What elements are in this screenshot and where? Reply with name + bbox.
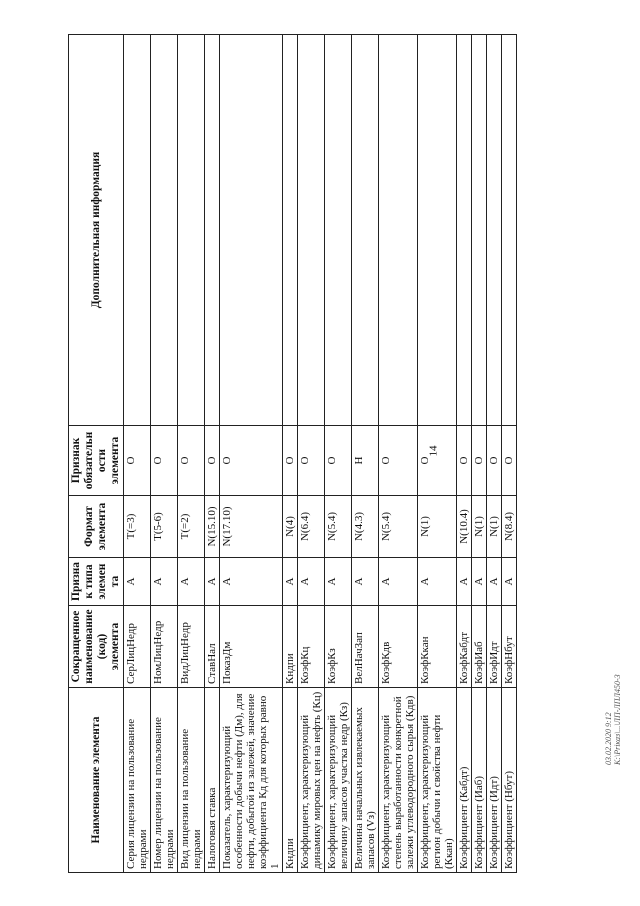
cell-type: А xyxy=(502,558,517,606)
table-row xyxy=(457,35,472,873)
cell-type: А xyxy=(457,558,472,606)
cell-code: Кндпи xyxy=(283,606,298,688)
header-required: Признак обязательности элемента xyxy=(69,426,124,496)
cell-format: N(4) xyxy=(283,496,298,558)
cell-type: А xyxy=(124,558,151,606)
table-row xyxy=(472,35,487,873)
cell-format: N(1) xyxy=(487,496,502,558)
cell-name: Номер лицензии на пользование недрами xyxy=(151,688,178,873)
cell-format: N(17.10) xyxy=(220,496,283,558)
cell-type: А xyxy=(220,558,283,606)
cell-format: T(=2) xyxy=(178,496,205,558)
cell-code: НомЛицНедр xyxy=(151,606,178,688)
cell-info xyxy=(178,35,205,426)
header-info: Дополнительная информация xyxy=(69,35,124,426)
cell-name: Коэффициент, характеризующий степень выработанности конкретной залежи углеводородного сырья (Кдв) xyxy=(379,688,418,873)
cell-required: О xyxy=(220,426,283,496)
cell-required: О xyxy=(124,426,151,496)
cell-type: А xyxy=(178,558,205,606)
cell-required: О xyxy=(283,426,298,496)
cell-code: КоэфКабдт xyxy=(457,606,472,688)
cell-code: ВидЛицНедр xyxy=(178,606,205,688)
cell-type: А xyxy=(151,558,178,606)
cell-name: Коэффициент, характеризующий динамику мировых цен на нефть (Кц) xyxy=(298,688,325,873)
table-row xyxy=(298,35,325,873)
cell-name: Серия лицензии на пользование недрами xyxy=(124,688,151,873)
table-row xyxy=(124,35,151,873)
cell-name: Величина начальных извлекаемых запасов (Vз) xyxy=(352,688,379,873)
cell-type: А xyxy=(325,558,352,606)
table-row xyxy=(178,35,205,873)
cell-code: КоэфКз xyxy=(325,606,352,688)
cell-code: КоэфКкан xyxy=(418,606,457,688)
cell-required: О xyxy=(325,426,352,496)
footer-line: К:\Priказ\...\ЛП-ЛПЛ450-3 xyxy=(613,674,622,765)
table-row xyxy=(205,35,220,873)
header-type: Признак типа элемента xyxy=(69,558,124,606)
cell-name: Показатель, характеризующий особенности добычи нефти (Дм), для нефти, добытой из залежей, значение коэффициента Кд для которых равно 1 xyxy=(220,688,283,873)
cell-required: О xyxy=(457,426,472,496)
table-row xyxy=(151,35,178,873)
cell-info xyxy=(325,35,352,426)
elements-table xyxy=(68,34,517,873)
cell-name: Коэффициент (Кабдт) xyxy=(457,688,472,873)
cell-info xyxy=(352,35,379,426)
cell-format: N(1) xyxy=(418,496,457,558)
cell-info xyxy=(124,35,151,426)
table-row xyxy=(283,35,298,873)
cell-code: ВелНачЗап xyxy=(352,606,379,688)
cell-info xyxy=(205,35,220,426)
file-footer xyxy=(604,674,622,765)
cell-required: О xyxy=(418,426,457,496)
table-header-row xyxy=(69,35,124,873)
cell-name: Коэффициент, характеризующий регион добычи и свойства нефти (Ккан) xyxy=(418,688,457,873)
cell-name: Вид лицензии на пользование недрами xyxy=(178,688,205,873)
header-format: Формат элемента xyxy=(69,496,124,558)
cell-type: А xyxy=(379,558,418,606)
page-number: 14 xyxy=(427,445,440,457)
cell-required: О xyxy=(379,426,418,496)
cell-required: О xyxy=(298,426,325,496)
cell-required: Н xyxy=(352,426,379,496)
cell-required: О xyxy=(205,426,220,496)
cell-code: СерЛицНедр xyxy=(124,606,151,688)
cell-info xyxy=(151,35,178,426)
cell-code: КоэфИаб xyxy=(472,606,487,688)
cell-info xyxy=(220,35,283,426)
cell-required: О xyxy=(487,426,502,496)
table-row xyxy=(220,35,283,873)
cell-type: А xyxy=(418,558,457,606)
cell-info xyxy=(283,35,298,426)
cell-required: О xyxy=(151,426,178,496)
cell-format: T(=3) xyxy=(124,496,151,558)
cell-format: N(4.3) xyxy=(352,496,379,558)
cell-info xyxy=(298,35,325,426)
cell-code: КоэфИдт xyxy=(487,606,502,688)
table-row xyxy=(352,35,379,873)
table-row xyxy=(379,35,418,873)
document-table-container xyxy=(68,35,590,873)
cell-type: А xyxy=(298,558,325,606)
cell-format: N(6.4) xyxy=(298,496,325,558)
cell-format: T(5-6) xyxy=(151,496,178,558)
cell-info xyxy=(457,35,472,426)
cell-format: N(1) xyxy=(472,496,487,558)
cell-name: Коэффициент (Нбут) xyxy=(502,688,517,873)
cell-info xyxy=(418,35,457,426)
cell-format: N(5.4) xyxy=(325,496,352,558)
cell-code: ПоказДм xyxy=(220,606,283,688)
cell-info xyxy=(379,35,418,426)
table-row xyxy=(418,35,457,873)
cell-info xyxy=(502,35,517,426)
cell-info xyxy=(472,35,487,426)
cell-code: КоэфКдв xyxy=(379,606,418,688)
cell-name: Коэффициент (Иаб) xyxy=(472,688,487,873)
cell-type: А xyxy=(472,558,487,606)
cell-name: Коэффициент (Идт) xyxy=(487,688,502,873)
cell-name: Коэффициент, характеризующий величину запасов участка недр (Кз) xyxy=(325,688,352,873)
cell-format: N(8.4) xyxy=(502,496,517,558)
cell-format: N(5.4) xyxy=(379,496,418,558)
cell-code: СтавНал xyxy=(205,606,220,688)
header-code: Сокращенное наименование (код) элемента xyxy=(69,606,124,688)
cell-required: О xyxy=(502,426,517,496)
table-row xyxy=(502,35,517,873)
footer-line: 03.02.2020 9:12 xyxy=(604,712,613,765)
cell-type: А xyxy=(487,558,502,606)
cell-code: КоэфКц xyxy=(298,606,325,688)
cell-name: Налоговая ставка xyxy=(205,688,220,873)
cell-required: О xyxy=(178,426,205,496)
cell-name: Кндпи xyxy=(283,688,298,873)
cell-info xyxy=(487,35,502,426)
header-name: Наименование элемента xyxy=(69,688,124,873)
cell-format: N(10.4) xyxy=(457,496,472,558)
cell-type: А xyxy=(352,558,379,606)
cell-required: О xyxy=(472,426,487,496)
table-row xyxy=(325,35,352,873)
cell-code: КоэфНбут xyxy=(502,606,517,688)
cell-format: N(15.10) xyxy=(205,496,220,558)
table-row xyxy=(487,35,502,873)
cell-type: А xyxy=(283,558,298,606)
cell-type: А xyxy=(205,558,220,606)
